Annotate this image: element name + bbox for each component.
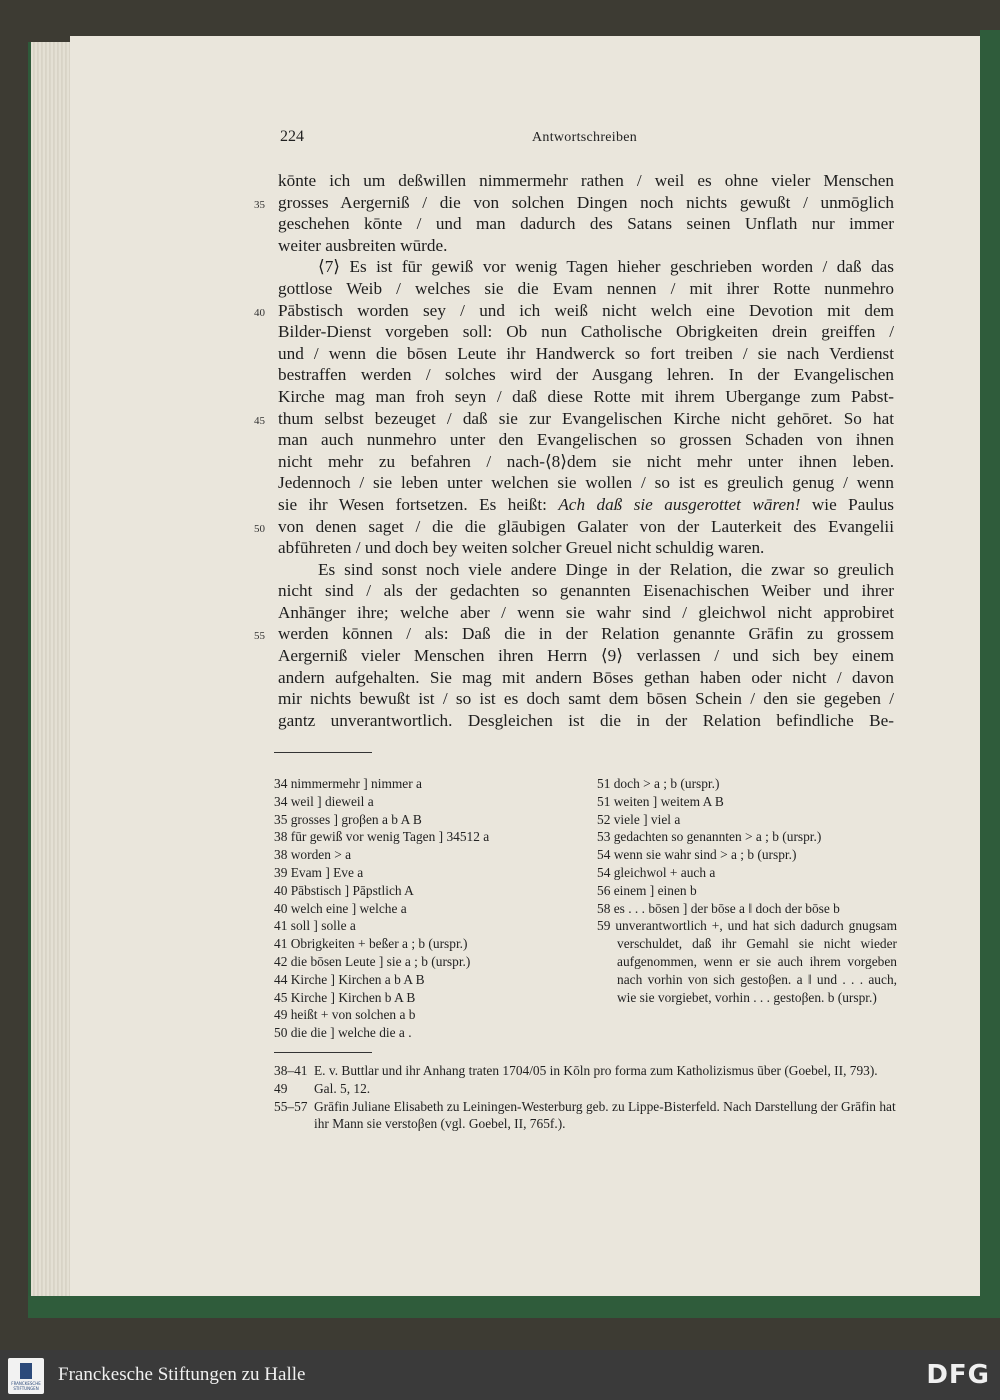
apparatus-entry: 50 die die ] welche die a . (274, 1025, 412, 1041)
institution-name: Franckesche Stiftungen zu Halle (58, 1364, 306, 1385)
note-text: E. v. Buttlar und ihr Anhang traten 1704/05 in Kōln pro forma zum Katholizismus ūber (Goebel, II, 793). (314, 1063, 878, 1078)
text-line (278, 451, 894, 473)
apparatus-entry: 45 Kirche ] Kirchen b A B (274, 989, 416, 1005)
line-text: mir nichts bewußt ist / so ist es doch samt dem bōsen Schein / den sie gegeben / (278, 689, 894, 709)
text-line (278, 667, 894, 689)
text-line (278, 343, 894, 365)
line-number: 55 (254, 630, 265, 643)
apparatus-entry: 49 heißt + von solchen a b (274, 1007, 416, 1023)
apparatus-entry: 54 wenn sie wahr sind > a ; b (urspr.) (597, 847, 797, 863)
text-line (278, 710, 894, 732)
line-text: abfūhreten / und doch bey weiten solcher Greuel nicht schuldig waren. (278, 538, 765, 558)
line-text: Jedennoch / sie leben unter welchen sie wollen / so ist es greulich genug / wenn (278, 473, 894, 493)
text-line (278, 472, 894, 494)
line-number: 35 (254, 198, 265, 211)
text-line (254, 408, 894, 430)
text-line (278, 602, 894, 624)
line-text: Anhānger ihre; welche aber / wenn sie wahr sind / gleichwol nicht approbiret (278, 602, 894, 622)
line-text: Aergerniß vieler Menschen ihren Herrn ⟨9⟩ verlassen / und sich bey einem (278, 646, 894, 666)
text-line (278, 580, 894, 602)
apparatus-entry: 41 Obrigkeiten + beßer a ; b (urspr.) (274, 936, 468, 952)
line-text: andern aufgehalten. Sie mag mit andern Bōses gethan haben oder nicht / davon (278, 667, 894, 687)
running-title: Antwortschreiben (532, 130, 638, 145)
apparatus-left-column (274, 775, 584, 1042)
apparatus-entry: 56 einem ] einen b (597, 882, 697, 898)
text-line (254, 623, 894, 645)
note (274, 1080, 896, 1098)
line-number: 50 (254, 522, 265, 535)
text-line (254, 300, 894, 322)
line-text: und / wenn die bōsen Leute ihr Handwerck so fort treiben / sie nach Verdienst (278, 343, 894, 363)
text-line (278, 645, 894, 667)
logo-shape (20, 1363, 32, 1379)
line-text: Pābstisch worden sey / und ich weiß nicht welch eine Devotion mit dem (278, 300, 894, 320)
apparatus-entry: 38 fūr gewiß vor wenig Tagen ] 34512 a (274, 829, 490, 845)
note-ref: 38–41 (274, 1063, 308, 1078)
note (274, 1098, 896, 1134)
text-line (278, 364, 894, 386)
note-text: Grāfin Juliane Elisabeth zu Leiningen-Westerburg geb. zu Lippe-Bisterfeld. Nach Darstellung der Grāfin hat ihr Mann sie verstoβen (vgl. Goebel, II, 765f.). (314, 1098, 896, 1132)
apparatus-entry: 34 nimmermehr ] nimmer a (274, 776, 422, 791)
notes-divider (274, 1052, 372, 1053)
note-text: Gal. 5, 12. (314, 1080, 371, 1096)
footer-bar (0, 1350, 1000, 1400)
apparatus-entry: 51 doch > a ; b (urspr.) (597, 776, 720, 791)
page-number: 224 (280, 128, 304, 145)
text-line (278, 256, 894, 278)
main-text (254, 170, 894, 731)
book-cover-bottom (28, 1296, 1000, 1318)
commentary-notes (274, 1062, 896, 1133)
apparatus-entry: 42 die bōsen Leute ] sie a ; b (urspr.) (274, 953, 471, 969)
apparatus-entry: 52 viele ] viel a (597, 811, 681, 827)
book-cover-right (980, 30, 1000, 1315)
page-header (280, 128, 896, 152)
text-line (254, 192, 894, 214)
apparatus-entry: 40 welch eine ] welche a (274, 900, 407, 916)
apparatus-entry: 58 es . . . bōsen ] der bōse a ‖ doch der bōse b (597, 900, 840, 916)
apparatus-entry: 51 weiten ] weitem A B (597, 793, 724, 809)
apparatus-entry: 54 gleichwol + auch a (597, 864, 716, 880)
italic-quote: Ach daß sie ausgerottet wāren! (558, 494, 801, 514)
apparatus-entry: 35 grosses ] groβen a b A B (274, 811, 422, 827)
text-line (278, 321, 894, 343)
dfg-logo: DFG (926, 1360, 990, 1390)
apparatus-right-column (597, 775, 897, 1006)
text-line (278, 235, 894, 257)
logo-text: FRANCKESCHE STIFTUNGEN (11, 1381, 41, 1391)
line-text: kōnte ich um deßwillen nimmermehr rathen / weil es ohne vieler Menschen (278, 171, 894, 190)
text-line (278, 494, 894, 516)
text-line (278, 429, 894, 451)
text-line (278, 688, 894, 710)
note (274, 1062, 896, 1080)
line-text: sie ihr Wesen fortsetzen. Es heißt: Ach daß sie ausgerottet wāren! wie Paulus (278, 494, 894, 514)
apparatus-entry: 44 Kirche ] Kirchen a b A B (274, 971, 425, 987)
line-text: Es sind sonst noch viele andere Dinge in der Relation, die zwar so greulich (318, 559, 894, 579)
apparatus-entry: 41 soll ] solle a (274, 918, 356, 934)
line-text: von denen saget / die die glāubigen Galater von der Lauterkeit des Evangelii (278, 516, 894, 536)
line-text: werden kōnnen / als: Daß die in der Relation genannte Grāfin zu grossem (278, 624, 894, 644)
line-text: geschehen kōnte / und man dadurch des Satans seinen Unflath nur immer (278, 214, 894, 234)
line-text: gottlose Weib / welches sie die Evam nennen / mit ihrer Rotte nunmehro (278, 278, 894, 298)
line-text: grosses Aergerniß / die von solchen Dingen noch nichts gewußt / unmōglich (278, 192, 894, 212)
apparatus-entry: 40 Pābstisch ] Pāpstlich A (274, 882, 414, 898)
line-text: Bilder-Dienst vorgeben soll: Ob nun Catholische Obrigkeiten drein greiffen / (278, 322, 894, 342)
line-text: Kirche mag man froh seyn / daß diese Rotte mit ihrem Ubergange zum Pabst- (278, 386, 894, 406)
line-text: weiter ausbreiten wūrde. (278, 235, 448, 255)
line-text: gantz unverantwortlich. Desgleichen ist die in der Relation befindliche Be- (278, 710, 894, 730)
note-ref: 55–57 (274, 1098, 308, 1114)
note-ref: 49 (274, 1080, 288, 1096)
line-text: ⟨7⟩ Es ist fūr gewiß vor wenig Tagen hieher geschrieben worden / daß das (318, 257, 894, 277)
text-line (278, 170, 894, 192)
line-text: man auch nunmehro unter den Evangelischen so grossen Schaden von ihnen (278, 430, 894, 450)
institution-logo-icon (8, 1358, 44, 1394)
apparatus-entry: 59 unverantwortlich +, und hat sich dadurch gnugsam verschuldet, daß ihr Gemahl sie nicht wieder aufgenommen, wenn er sie auch ihrem vorgeben nach vorhin von sich gestoβen. a ‖ und . . . auch, wie sie vorgiebet, vorhin . . . gestoβen. b (urspr.) (597, 918, 897, 1005)
line-text: nicht mehr zu befahren / nach-⟨8⟩dem sie nicht mehr unter ihnen leben. (278, 451, 894, 471)
text-line (278, 213, 894, 235)
apparatus-entry: 38 worden > a (274, 847, 352, 863)
apparatus-entry: 34 weil ] dieweil a (274, 793, 374, 809)
line-number: 40 (254, 306, 265, 319)
text-line (254, 516, 894, 538)
line-text: thum selbst bezeuget / daß sie zur Evangelischen Kirche nicht gehōret. So hat (278, 408, 894, 428)
text-line (278, 386, 894, 408)
line-text: nicht sind / als der gedachten so genannten Eisenachischen Weiber und ihrer (278, 581, 894, 601)
text-line (278, 278, 894, 300)
apparatus-entry: 39 Evam ] Eve a (274, 864, 364, 880)
apparatus-entry: 53 gedachten so genannten > a ; b (urspr.) (597, 829, 822, 845)
text-line (278, 559, 894, 581)
text-line (278, 537, 894, 559)
line-text: bestraffen werden / solches wird der Ausgang lehren. In der Evangelischen (278, 365, 894, 385)
line-number: 45 (254, 414, 265, 427)
apparatus-divider (274, 752, 372, 753)
